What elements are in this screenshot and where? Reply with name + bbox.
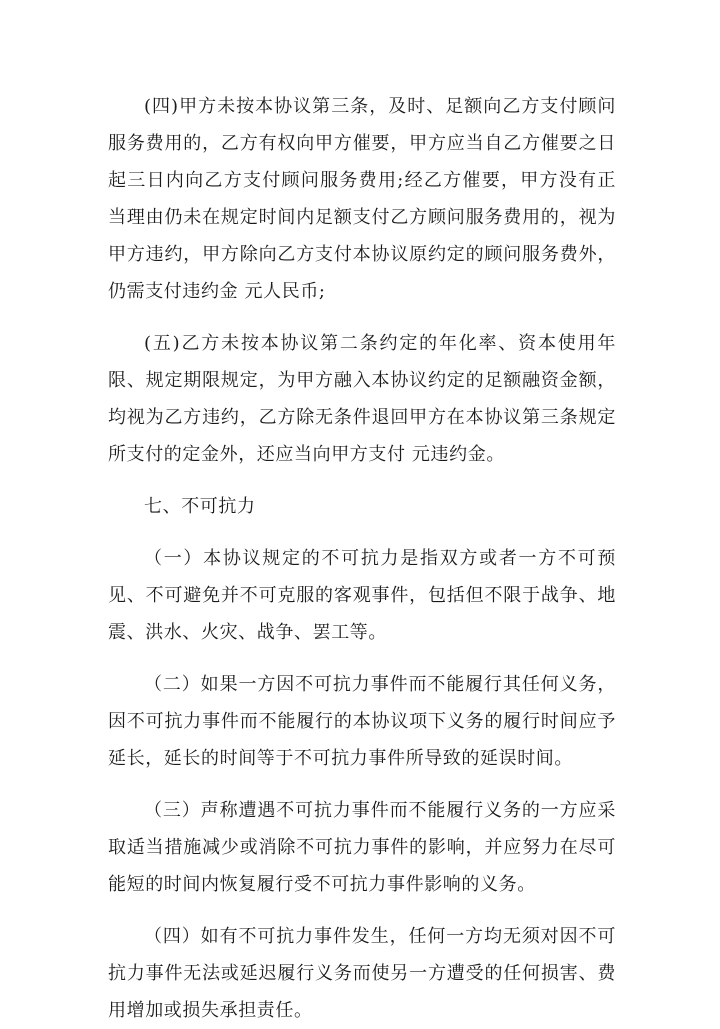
- clause-4-paragraph: (四)甲方未按本协议第三条，及时、足额向乙方支付顾问服务费用的，乙方有权向甲方催要，甲方应当自乙方催要之日起三日内向乙方支付顾问服务费用;经乙方催要，甲方没有正当理由仍未在规定时间内足额支付乙方顾问服务费用的，视为甲方违约，甲方除向乙方支付本协议原约定的顾问服务费外，仍需支付违约金 元人民币;: [108, 96, 616, 302]
- force-majeure-clause-1: （一）本协议规定的不可抗力是指双方或者一方不可预见、不可避免并不可克服的客观事件，包括但不限于战争、地震、洪水、火灾、战争、罢工等。: [108, 548, 616, 643]
- force-majeure-clause-2: （二）如果一方因不可抗力事件而不能履行其任何义务，因不可抗力事件而不能履行的本协议项下义务的履行时间应予延长，延长的时间等于不可抗力事件所导致的延误时间。: [108, 674, 616, 769]
- force-majeure-clause-3: （三）声称遭遇不可抗力事件而不能履行义务的一方应采取适当措施减少或消除不可抗力事件的影响，并应努力在尽可能短的时间内恢复履行受不可抗力事件影响的义务。: [108, 800, 616, 895]
- force-majeure-clause-4: （四）如有不可抗力事件发生，任何一方均无须对因不可抗力事件无法或延迟履行义务而使另一方遭受的任何损害、费用增加或损失承担责任。: [108, 926, 616, 1021]
- clause-5-paragraph: (五)乙方未按本协议第二条约定的年化率、资本使用年限、规定期限规定，为甲方融入本协议约定的足额融资金额，均视为乙方违约，乙方除无条件退回甲方在本协议第三条规定所支付的定金外，还应当向甲方支付 元违约金。: [108, 333, 616, 465]
- section-7-heading: 七、不可抗力: [144, 496, 256, 517]
